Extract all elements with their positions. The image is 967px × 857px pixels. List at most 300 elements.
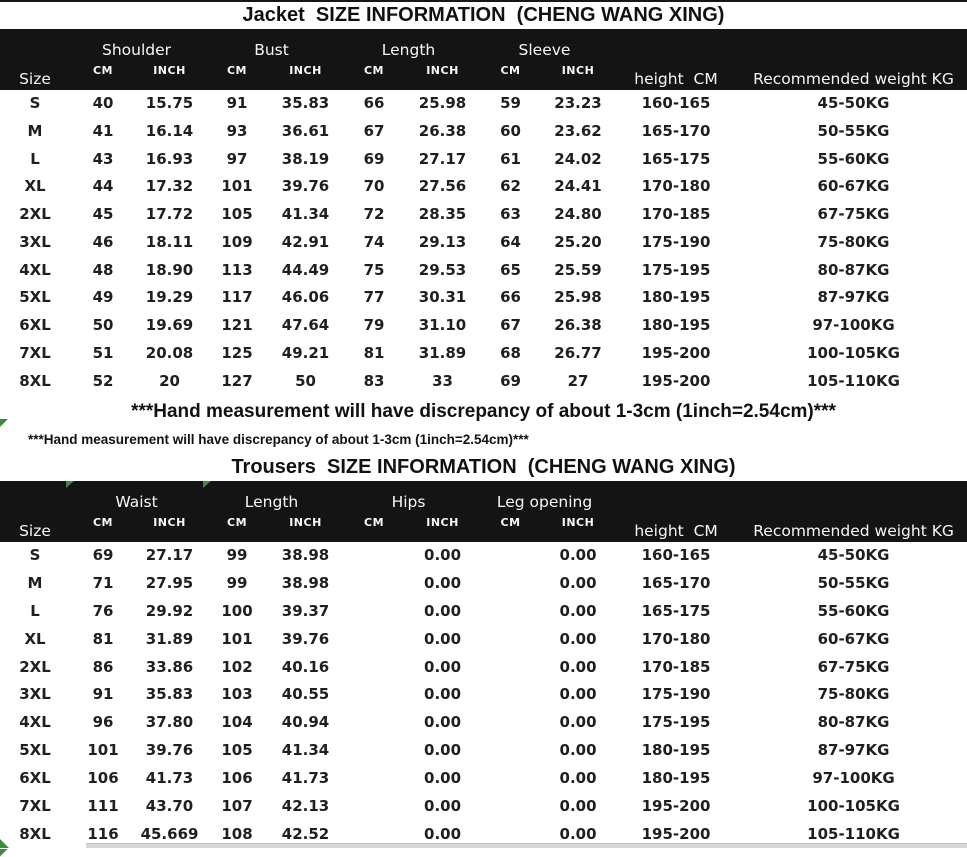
inch-cell: 23.23 [554, 94, 602, 112]
column-header-length: Length [340, 29, 477, 61]
inch-cell: 27.95 [145, 574, 194, 593]
inch-cell: 0.00 [559, 796, 597, 815]
cm-cell: 64 [500, 232, 521, 251]
inch-cell: 27.56 [418, 177, 467, 196]
cm-cell: 116 [87, 824, 119, 843]
inch-cell: 0.00 [559, 741, 597, 760]
size-cell: 6XL [19, 769, 51, 787]
weight-cell: 87-97KG [817, 741, 890, 760]
size-cell: L [30, 149, 40, 168]
unit-header-inch: INCH [271, 61, 340, 90]
inch-cell: 26.38 [554, 316, 602, 334]
cm-cell [477, 654, 544, 682]
size-cell: 4XL [19, 260, 51, 279]
cm-cell [340, 737, 408, 765]
column-header-leg-opening: Leg opening [477, 481, 612, 513]
inch-cell: 23.62 [554, 121, 602, 140]
inch-cell: 0.00 [559, 546, 597, 565]
size-cell: XL [24, 177, 46, 196]
cm-cell: 63 [500, 205, 521, 223]
inch-cell: 42.13 [281, 796, 330, 815]
inch-cell: 45.669 [140, 824, 199, 843]
height-cell: 180-195 [641, 288, 711, 307]
inch-cell: 31.89 [145, 629, 194, 648]
cm-cell [340, 542, 408, 570]
inch-cell: 44.49 [281, 260, 330, 279]
inch-cell: 0.00 [424, 685, 462, 704]
inch-cell: 42.91 [281, 232, 330, 251]
column-header-height: height CM [612, 481, 740, 542]
cm-cell: 76 [92, 601, 114, 620]
cm-cell [340, 765, 408, 793]
inch-cell: 18.11 [145, 232, 194, 251]
horizontal-scrollbar[interactable] [86, 843, 967, 848]
cm-cell [477, 570, 544, 598]
size-cell: 2XL [19, 657, 51, 676]
inch-cell: 27.17 [145, 546, 194, 565]
inch-cell: 36.61 [281, 121, 330, 140]
inch-cell: 0.00 [559, 574, 597, 593]
cm-cell: 91 [226, 94, 248, 112]
table-row [0, 626, 967, 654]
cm-cell [340, 626, 408, 654]
inch-cell: 25.98 [554, 288, 602, 307]
inch-cell: 0.00 [559, 629, 597, 648]
height-cell: 175-195 [641, 713, 711, 732]
cm-cell: 52 [92, 371, 114, 390]
inch-cell: 35.83 [281, 94, 330, 112]
height-cell: 165-175 [641, 601, 711, 620]
size-cell: 7XL [19, 343, 51, 362]
size-cell: 5XL [19, 288, 51, 307]
jacket-table-header [0, 29, 967, 90]
cm-cell [477, 793, 544, 821]
cm-cell [477, 681, 544, 709]
size-cell: 3XL [19, 232, 51, 251]
cm-cell: 103 [221, 685, 253, 704]
inch-cell: 31.89 [418, 343, 467, 362]
cm-cell: 101 [221, 629, 253, 648]
cm-cell: 62 [500, 177, 521, 196]
inch-cell: 40.55 [281, 685, 330, 704]
cm-cell: 117 [221, 288, 253, 307]
unit-header-cm: CM [477, 513, 544, 542]
height-cell: 170-185 [641, 205, 711, 223]
inch-cell: 24.41 [554, 177, 602, 196]
height-cell: 195-200 [641, 796, 711, 815]
inch-cell: 25.98 [418, 94, 467, 112]
weight-cell: 45-50KG [817, 546, 890, 565]
trousers-table-body [0, 542, 967, 848]
height-cell: 170-180 [641, 629, 711, 648]
inch-cell: 49.21 [281, 343, 330, 362]
weight-cell: 97-100KG [812, 769, 895, 787]
jacket-table-title: Jacket SIZE INFORMATION (CHENG WANG XING) [242, 4, 725, 26]
cm-cell: 106 [87, 769, 119, 787]
cm-cell: 48 [92, 260, 114, 279]
cm-cell: 40 [92, 94, 114, 112]
weight-cell: 80-87KG [817, 260, 890, 279]
table-row [0, 284, 967, 312]
unit-header-inch: INCH [136, 513, 203, 542]
inch-cell: 29.13 [418, 232, 467, 251]
inch-cell: 50 [295, 371, 316, 390]
weight-cell: 55-60KG [817, 149, 890, 168]
inch-cell: 16.93 [145, 149, 194, 168]
cm-cell [340, 681, 408, 709]
cm-cell: 77 [363, 288, 385, 307]
inch-cell: 46.06 [281, 288, 330, 307]
inch-cell: 0.00 [559, 601, 597, 620]
inch-cell: 0.00 [559, 685, 597, 704]
inch-cell: 26.38 [418, 121, 467, 140]
cm-cell: 108 [221, 824, 253, 843]
size-cell: L [30, 601, 40, 620]
weight-cell: 67-75KG [817, 657, 890, 676]
table-row [0, 793, 967, 821]
cm-cell: 67 [500, 316, 521, 334]
column-header-size: Size [0, 29, 70, 90]
cm-cell: 79 [363, 316, 385, 334]
hand-measurement-note-small: ***Hand measurement will have discrepancy of about 1-3cm (1inch=2.54cm)*** [28, 432, 529, 448]
cm-cell: 104 [221, 713, 253, 732]
inch-cell: 37.80 [145, 713, 194, 732]
height-cell: 160-165 [641, 94, 711, 112]
cm-cell: 45 [92, 205, 114, 223]
inch-cell: 0.00 [559, 824, 597, 843]
inch-cell: 39.76 [145, 741, 194, 760]
jacket-size-table [0, 29, 967, 395]
cm-cell: 101 [221, 177, 253, 196]
weight-cell: 50-55KG [817, 121, 890, 140]
size-cell: S [29, 546, 41, 565]
column-header-size: Size [0, 481, 70, 542]
cm-cell: 71 [92, 574, 114, 593]
weight-cell: 105-110KG [807, 824, 900, 843]
inch-cell: 28.35 [418, 205, 467, 223]
table-row [0, 765, 967, 793]
cm-cell: 74 [363, 232, 385, 251]
height-cell: 195-200 [641, 824, 711, 843]
unit-header-cm: CM [203, 61, 271, 90]
inch-cell: 0.00 [424, 546, 462, 565]
height-cell: 180-195 [641, 741, 711, 760]
inch-cell: 26.77 [554, 343, 602, 362]
inch-cell: 0.00 [424, 769, 462, 787]
weight-cell: 100-105KG [807, 343, 900, 362]
table-row [0, 598, 967, 626]
weight-cell: 97-100KG [812, 316, 895, 334]
inch-cell: 0.00 [424, 796, 462, 815]
trousers-table-title: Trousers SIZE INFORMATION (CHENG WANG XING) [231, 456, 736, 479]
inch-cell: 41.34 [281, 741, 330, 760]
inch-cell: 17.32 [145, 177, 194, 196]
jacket-size-section [0, 2, 967, 395]
inch-cell: 15.75 [145, 94, 194, 112]
unit-header-cm: CM [477, 61, 544, 90]
weight-cell: 45-50KG [817, 94, 890, 112]
inch-cell: 38.98 [281, 546, 330, 565]
trousers-table-header [0, 481, 967, 542]
height-cell: 180-195 [641, 316, 711, 334]
inch-cell: 0.00 [424, 824, 462, 843]
unit-header-inch: INCH [544, 513, 612, 542]
size-cell: 4XL [19, 713, 51, 732]
inch-cell: 41.73 [281, 769, 330, 787]
height-cell: 175-190 [641, 232, 711, 251]
inch-cell: 24.02 [554, 149, 602, 168]
cm-cell: 68 [500, 343, 521, 362]
cm-cell: 107 [221, 796, 253, 815]
size-cell: 7XL [19, 796, 51, 815]
cm-cell: 66 [363, 94, 385, 112]
inch-cell: 47.64 [281, 316, 330, 334]
cm-cell: 99 [226, 546, 248, 565]
height-cell: 165-175 [641, 149, 711, 168]
cm-cell [340, 570, 408, 598]
cm-cell: 91 [92, 685, 114, 704]
size-cell: 2XL [19, 205, 51, 223]
weight-cell: 60-67KG [817, 629, 890, 648]
inch-cell: 19.29 [145, 288, 194, 307]
height-cell: 170-185 [641, 657, 711, 676]
height-cell: 170-180 [641, 177, 711, 196]
unit-header-inch: INCH [408, 513, 477, 542]
inch-cell: 39.37 [281, 601, 330, 620]
trousers-size-table [0, 481, 967, 848]
cm-cell [477, 626, 544, 654]
cm-cell: 66 [500, 288, 521, 307]
column-header-hips: Hips [340, 481, 477, 513]
cm-cell [340, 709, 408, 737]
table-row [0, 201, 967, 229]
cm-cell: 46 [92, 232, 114, 251]
weight-cell: 55-60KG [817, 601, 890, 620]
height-cell: 160-165 [641, 546, 711, 565]
table-row [0, 654, 967, 682]
unit-header-inch: INCH [271, 513, 340, 542]
size-cell: 6XL [19, 316, 51, 334]
cm-cell: 50 [92, 316, 114, 334]
weight-cell: 80-87KG [817, 713, 890, 732]
weight-cell: 100-105KG [807, 796, 900, 815]
trousers-size-section [0, 454, 967, 848]
unit-header-cm: CM [340, 513, 408, 542]
inch-cell: 0.00 [424, 741, 462, 760]
cm-cell: 96 [92, 713, 114, 732]
height-cell: 195-200 [641, 371, 711, 390]
cm-cell: 109 [221, 232, 253, 251]
cm-cell: 113 [221, 260, 253, 279]
cm-cell: 106 [221, 769, 253, 787]
cm-cell: 99 [226, 574, 248, 593]
cm-cell [340, 793, 408, 821]
cm-cell [477, 765, 544, 793]
table-row [0, 146, 967, 174]
cm-cell: 97 [226, 149, 248, 168]
column-header-sleeve: Sleeve [477, 29, 612, 61]
inch-cell: 33 [432, 371, 453, 390]
column-header-shoulder: Shoulder [70, 29, 203, 61]
cm-cell: 121 [221, 316, 253, 334]
inch-cell: 0.00 [424, 629, 462, 648]
inch-cell: 20 [159, 371, 180, 390]
inch-cell: 0.00 [559, 657, 597, 676]
cm-cell: 93 [226, 121, 248, 140]
cm-cell: 49 [92, 288, 114, 307]
inch-cell: 29.53 [418, 260, 467, 279]
size-cell: 3XL [19, 685, 51, 704]
inch-cell: 39.76 [281, 177, 330, 196]
cm-cell: 44 [92, 177, 114, 196]
cm-cell: 59 [500, 94, 521, 112]
size-cell: XL [24, 629, 46, 648]
inch-cell: 42.52 [281, 824, 330, 843]
unit-header-inch: INCH [544, 61, 612, 90]
inch-cell: 39.76 [281, 629, 330, 648]
cm-cell: 102 [221, 657, 253, 676]
column-header-length: Length [203, 481, 340, 513]
weight-cell: 67-75KG [817, 205, 890, 223]
inch-cell: 31.10 [418, 316, 467, 334]
jacket-table-body [0, 90, 967, 395]
inch-cell: 24.80 [554, 205, 602, 223]
cm-cell: 51 [92, 343, 114, 362]
cm-cell: 69 [92, 546, 114, 565]
inch-cell: 30.31 [418, 288, 467, 307]
cm-cell: 100 [221, 601, 253, 620]
inch-cell: 33.86 [145, 657, 194, 676]
table-row [0, 681, 967, 709]
size-cell: M [27, 121, 43, 140]
cm-cell: 111 [87, 796, 119, 815]
inch-cell: 38.19 [281, 149, 330, 168]
inch-cell: 0.00 [424, 657, 462, 676]
table-row [0, 90, 967, 118]
green-artifact-triangle [0, 849, 8, 857]
inch-cell: 27 [567, 371, 589, 390]
size-cell: M [27, 574, 43, 593]
cm-cell: 61 [500, 149, 521, 168]
weight-cell: 60-67KG [817, 177, 890, 196]
cm-cell: 69 [363, 149, 385, 168]
table-row [0, 257, 967, 285]
table-row [0, 340, 967, 368]
height-cell: 165-170 [641, 121, 711, 140]
cm-cell: 81 [92, 629, 114, 648]
column-header-weight: Recommended weight KG [740, 481, 967, 542]
cm-cell: 65 [500, 260, 521, 279]
unit-header-inch: INCH [408, 61, 477, 90]
inch-cell: 25.59 [554, 260, 602, 279]
height-cell: 195-200 [641, 343, 711, 362]
inch-cell: 25.20 [554, 232, 602, 251]
cm-cell: 67 [363, 121, 385, 140]
table-row [0, 368, 967, 396]
inch-cell: 20.08 [145, 343, 194, 362]
unit-header-cm: CM [70, 61, 136, 90]
cm-cell: 75 [363, 260, 385, 279]
table-row [0, 118, 967, 146]
cm-cell: 41 [92, 121, 114, 140]
cm-cell: 70 [363, 177, 385, 196]
inch-cell: 0.00 [559, 713, 597, 732]
cm-cell [340, 654, 408, 682]
inch-cell: 43.70 [145, 796, 194, 815]
unit-header-cm: CM [70, 513, 136, 542]
cm-cell: 101 [87, 741, 119, 760]
cm-cell: 83 [363, 371, 385, 390]
inch-cell: 40.16 [281, 657, 330, 676]
inch-cell: 17.72 [145, 205, 194, 223]
size-cell: 8XL [19, 824, 51, 843]
unit-header-cm: CM [203, 513, 271, 542]
cm-cell: 125 [221, 343, 253, 362]
table-row [0, 709, 967, 737]
inch-cell: 0.00 [559, 769, 597, 787]
cm-cell [477, 542, 544, 570]
unit-header-inch: INCH [136, 61, 203, 90]
inch-cell: 41.34 [281, 205, 330, 223]
inch-cell: 0.00 [424, 601, 462, 620]
inch-cell: 0.00 [424, 574, 462, 593]
cm-cell: 43 [92, 149, 114, 168]
size-cell: 8XL [19, 371, 51, 390]
inch-cell: 38.98 [281, 574, 330, 593]
cm-cell: 69 [500, 371, 521, 390]
inch-cell: 27.17 [418, 149, 467, 168]
column-header-weight: Recommended weight KG [740, 29, 967, 90]
table-row [0, 173, 967, 201]
weight-cell: 75-80KG [817, 232, 890, 251]
inch-cell: 18.90 [145, 260, 194, 279]
weight-cell: 105-110KG [807, 371, 900, 390]
unit-header-cm: CM [340, 61, 408, 90]
size-cell: 5XL [19, 741, 51, 760]
column-header-waist: Waist [70, 481, 203, 513]
inch-cell: 40.94 [281, 713, 330, 732]
cm-cell: 60 [500, 121, 521, 140]
hand-measurement-note-large: ***Hand measurement will have discrepancy of about 1-3cm (1inch=2.54cm)*** [131, 401, 836, 423]
cm-cell: 127 [221, 371, 253, 390]
height-cell: 175-190 [641, 685, 711, 704]
cm-cell: 81 [363, 343, 385, 362]
column-header-height: height CM [612, 29, 740, 90]
height-cell: 175-195 [641, 260, 711, 279]
inch-cell: 35.83 [145, 685, 194, 704]
weight-cell: 87-97KG [817, 288, 890, 307]
table-row [0, 229, 967, 257]
inch-cell: 16.14 [145, 121, 194, 140]
column-header-bust: Bust [203, 29, 340, 61]
table-row [0, 737, 967, 765]
weight-cell: 75-80KG [817, 685, 890, 704]
cm-cell: 105 [221, 741, 253, 760]
cm-cell [477, 737, 544, 765]
cm-cell: 72 [363, 205, 385, 223]
table-row [0, 542, 967, 570]
height-cell: 180-195 [641, 769, 711, 787]
cm-cell: 86 [92, 657, 114, 676]
cm-cell [340, 598, 408, 626]
height-cell: 165-170 [641, 574, 711, 593]
cm-cell [477, 709, 544, 737]
weight-cell: 50-55KG [817, 574, 890, 593]
inch-cell: 41.73 [145, 769, 194, 787]
table-row [0, 312, 967, 340]
cm-cell [477, 598, 544, 626]
inch-cell: 19.69 [145, 316, 194, 334]
